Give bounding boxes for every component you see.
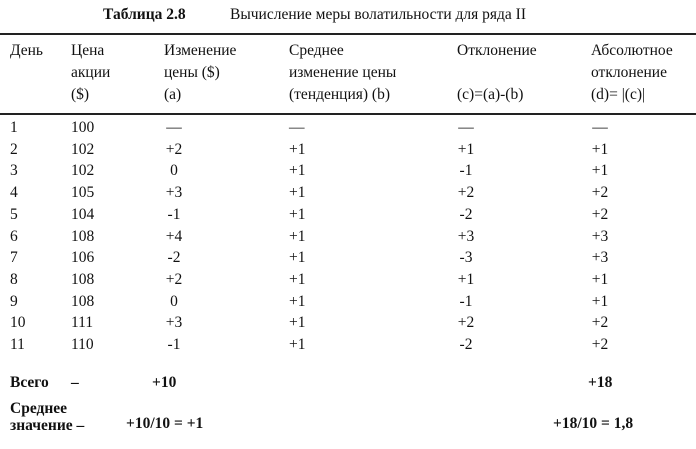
cell-change: 0 xyxy=(170,292,178,310)
table-number: Таблица 2.8 xyxy=(103,6,186,23)
cell-day: 10 xyxy=(10,314,26,332)
cell-abs-deviation: +1 xyxy=(591,140,609,158)
cell-change: — xyxy=(166,119,182,136)
cell-day: 2 xyxy=(10,140,18,158)
header-avg-change: Среднее изменение цены (тенденция) (b) xyxy=(289,42,397,103)
cell-avg-change: +1 xyxy=(289,314,306,332)
table-row xyxy=(0,117,696,139)
cell-change: +2 xyxy=(165,140,183,158)
table-row xyxy=(0,182,696,204)
cell-deviation: +1 xyxy=(457,270,475,288)
cell-abs-deviation: +1 xyxy=(591,270,609,288)
header-price: Цена акции ($) xyxy=(71,42,111,103)
table-title: Вычисление меры волатильности для ряда II xyxy=(230,6,526,23)
cell-change: +4 xyxy=(165,227,183,245)
cell-change: -2 xyxy=(167,249,181,267)
cell-deviation: +1 xyxy=(457,140,475,158)
cell-deviation: +3 xyxy=(457,227,475,245)
cell-day: 1 xyxy=(10,119,18,136)
cell-price: 110 xyxy=(71,336,94,353)
top-rule xyxy=(0,33,696,35)
mean-label: Среднее значение – xyxy=(10,400,85,434)
cell-deviation: -1 xyxy=(459,162,473,180)
total-row xyxy=(0,372,696,394)
cell-change: +3 xyxy=(165,314,183,332)
table-row xyxy=(0,247,696,269)
table-row xyxy=(0,334,696,356)
cell-abs-deviation: +2 xyxy=(591,336,609,353)
total-abs: +18 xyxy=(588,374,613,391)
total-label: Всего xyxy=(10,374,49,391)
table-row xyxy=(0,204,696,226)
cell-deviation: -3 xyxy=(459,249,473,267)
cell-avg-change: +1 xyxy=(289,140,306,158)
cell-deviation: — xyxy=(458,119,474,136)
cell-price: 106 xyxy=(71,249,95,267)
header-rule xyxy=(0,113,696,115)
cell-day: 6 xyxy=(10,227,18,245)
cell-avg-change: +1 xyxy=(289,184,306,202)
cell-change: +2 xyxy=(165,270,183,288)
cell-price: 108 xyxy=(71,270,95,288)
cell-avg-change: — xyxy=(289,119,305,136)
cell-change: +3 xyxy=(165,184,183,202)
cell-day: 3 xyxy=(10,162,18,180)
table-row xyxy=(0,269,696,291)
cell-deviation: -2 xyxy=(459,336,473,353)
cell-day: 4 xyxy=(10,184,18,202)
cell-deviation: -2 xyxy=(459,205,473,223)
cell-avg-change: +1 xyxy=(289,292,306,310)
cell-day: 11 xyxy=(10,336,25,353)
cell-day: 9 xyxy=(10,292,18,310)
cell-change: -1 xyxy=(167,336,181,353)
mean-abs: +18/10 = 1,8 xyxy=(553,415,634,432)
table-row xyxy=(0,139,696,161)
cell-deviation: +2 xyxy=(457,184,475,202)
table-row xyxy=(0,226,696,248)
table-row xyxy=(0,312,696,334)
cell-price: 111 xyxy=(71,314,94,332)
cell-day: 7 xyxy=(10,249,18,267)
table-row xyxy=(0,160,696,182)
total-change: +10 xyxy=(152,374,177,391)
cell-avg-change: +1 xyxy=(289,227,306,245)
header-abs-deviation: Абсолютное отклонение (d)= |(c)| xyxy=(591,42,673,103)
cell-avg-change: +1 xyxy=(289,205,306,223)
cell-deviation: +2 xyxy=(457,314,475,332)
cell-price: 105 xyxy=(71,184,95,202)
cell-abs-deviation: +1 xyxy=(591,162,609,180)
cell-price: 104 xyxy=(71,205,95,223)
cell-avg-change: +1 xyxy=(289,249,306,267)
cell-avg-change: +1 xyxy=(289,162,306,180)
cell-abs-deviation: +2 xyxy=(591,205,609,223)
cell-avg-change: +1 xyxy=(289,270,306,288)
total-dash: – xyxy=(71,374,79,391)
cell-day: 8 xyxy=(10,270,18,288)
cell-abs-deviation: +3 xyxy=(591,249,609,267)
cell-abs-deviation: +3 xyxy=(591,227,609,245)
cell-price: 108 xyxy=(71,227,95,245)
cell-day: 5 xyxy=(10,205,18,223)
table-row xyxy=(0,291,696,313)
cell-price: 100 xyxy=(71,119,95,136)
cell-deviation: -1 xyxy=(459,292,473,310)
cell-abs-deviation: +2 xyxy=(591,314,609,332)
cell-change: 0 xyxy=(170,162,178,180)
cell-change: -1 xyxy=(167,205,181,223)
header-change: Изменение цены ($) (a) xyxy=(164,42,237,103)
cell-abs-deviation: +2 xyxy=(591,184,609,202)
cell-price: 102 xyxy=(71,162,95,180)
cell-price: 102 xyxy=(71,140,95,158)
mean-change: +10/10 = +1 xyxy=(126,415,204,432)
header-deviation: Отклонение (c)=(a)-(b) xyxy=(457,42,537,103)
cell-avg-change: +1 xyxy=(289,336,306,353)
cell-price: 108 xyxy=(71,292,95,310)
header-day: День xyxy=(10,42,44,59)
cell-abs-deviation: +1 xyxy=(591,292,609,310)
cell-abs-deviation: — xyxy=(592,119,608,136)
